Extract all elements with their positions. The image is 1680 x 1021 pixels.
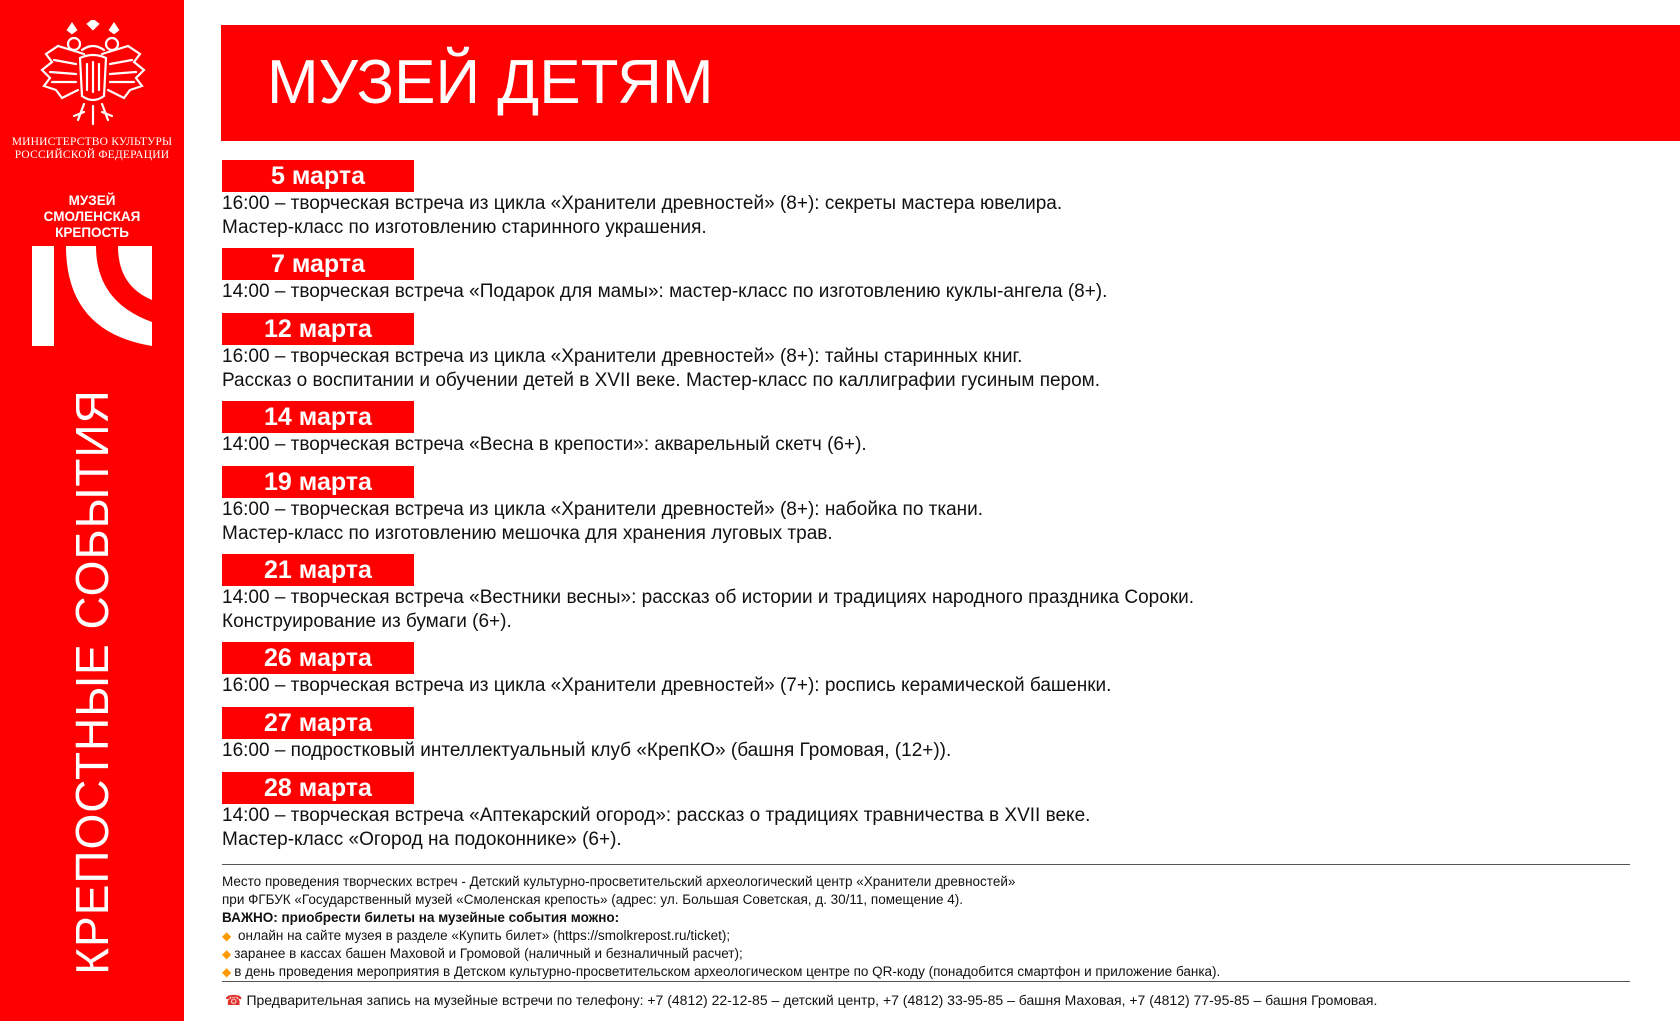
event-date: 14 марта — [222, 401, 414, 433]
museum-k-logo-icon — [32, 246, 152, 346]
ministry-line-1: МИНИСТЕРСТВО КУЛЬТУРЫ — [11, 136, 173, 148]
event-description: Конструирование из бумаги (6+). — [222, 611, 512, 632]
venue-line-1: Место проведения творческих встреч - Детский культурно-просветительский археологический центр «Хранители древностей» — [222, 874, 1016, 889]
event-description: 14:00 – творческая встреча «Весна в крепости»: акварельный скетч (6+). — [222, 434, 867, 455]
event-description: 16:00 – творческая встреча из цикла «Хранители древностей» (8+): набойка по ткани. — [222, 499, 984, 520]
event-date: 21 марта — [222, 554, 414, 586]
vertical-title: КРЕПОСТНЫЕ СОБЫТИЯ — [66, 389, 118, 975]
diamond-bullet-icon: ◆ — [222, 947, 232, 961]
museum-name-line-3: КРЕПОСТЬ — [55, 225, 129, 240]
event-description: 14:00 – творческая встреча «Аптекарский огород»: рассказ о традициях травничества в XVII веке. — [222, 805, 1091, 826]
venue-line-2: при ФГБУК «Государственный музей «Смоленская крепость» (адрес: ул. Большая Советская, д. 30/11, помещение 4). — [222, 892, 964, 907]
event-description: Мастер-класс «Огород на подоконнике» (6+). — [222, 829, 622, 850]
event-item — [222, 313, 1632, 401]
museum-name — [0, 193, 184, 241]
event-date: 28 марта — [222, 772, 414, 804]
phone-booking — [225, 990, 1377, 1010]
event-date: 7 марта — [222, 248, 414, 280]
venue-info — [222, 873, 1220, 981]
event-item — [222, 554, 1632, 642]
diamond-bullet-icon: ◆ — [222, 965, 232, 979]
double-headed-eagle-icon — [38, 20, 148, 128]
event-date: 5 марта — [222, 160, 414, 192]
museum-name-line-2: СМОЛЕНСКАЯ — [43, 209, 141, 224]
page-title: МУЗЕЙ ДЕТЯМ — [267, 48, 714, 117]
event-description: Рассказ о воспитании и обучении детей в XVII веке. Мастер-класс по каллиграфии гусиным пером. — [222, 370, 1101, 391]
event-date: 19 марта — [222, 466, 414, 498]
header-banner — [221, 25, 1680, 141]
event-description: 16:00 – творческая встреча из цикла «Хранители древностей» (8+): секреты мастера ювелира. — [222, 193, 1063, 214]
ministry-caption — [0, 136, 184, 162]
ticket-option: ◆ онлайн на сайте музея в разделе «Купить билет» (https://smolkrepost.ru/ticket); — [222, 928, 731, 943]
event-item — [222, 642, 1632, 707]
events-list — [222, 160, 1632, 860]
phone-booking-text: Предварительная запись на музейные встречи по телефону: +7 (4812) 22-12-85 – детский центр, +7 (4812) 33-95-85 – башня Маховая, +7 (4812) 77-95-85 – башня Громовая. — [246, 992, 1378, 1008]
event-date: 27 марта — [222, 707, 414, 739]
event-description: 16:00 – подростковый интеллектуальный клуб «КрепКО» (башня Громовая, (12+)). — [222, 740, 952, 761]
event-date: 12 марта — [222, 313, 414, 345]
telephone-icon: ☎ — [225, 992, 243, 1008]
diamond-bullet-icon: ◆ — [222, 929, 232, 943]
event-description: Мастер-класс по изготовлению старинного украшения. — [222, 217, 707, 238]
event-description: Мастер-класс по изготовлению мешочка для хранения луговых трав. — [222, 523, 833, 544]
divider — [222, 864, 1630, 865]
ticket-option: ◆ заранее в кассах башен Маховой и Громовой (наличный и безналичный расчет); — [222, 946, 743, 961]
event-description: 14:00 – творческая встреча «Подарок для мамы»: мастер-класс по изготовлению куклы-ангела (8+). — [222, 281, 1108, 302]
event-description: 16:00 – творческая встреча из цикла «Хранители древностей» (7+): роспись керамической башенки. — [222, 675, 1112, 696]
event-item — [222, 401, 1632, 466]
event-date: 26 марта — [222, 642, 414, 674]
event-description: 16:00 – творческая встреча из цикла «Хранители древностей» (8+): тайны старинных книг. — [222, 346, 1023, 367]
sidebar — [0, 0, 184, 1021]
event-item — [222, 466, 1632, 554]
ticket-option: ◆ в день проведения мероприятия в Детском культурно-просветительском археологическом центре по QR-коду (понадобится смартфон и приложение банка). — [222, 964, 1221, 979]
museum-name-line-1: МУЗЕЙ — [68, 193, 116, 208]
important-notice: ВАЖНО: приобрести билеты на музейные события можно: — [222, 910, 620, 925]
event-item — [222, 772, 1632, 860]
event-description: 14:00 – творческая встреча «Вестники весны»: рассказ об истории и традициях народного праздника Сороки. — [222, 587, 1195, 608]
ministry-line-2: РОССИЙСКОЙ ФЕДЕРАЦИИ — [14, 149, 170, 161]
event-item — [222, 160, 1632, 248]
event-item — [222, 707, 1632, 772]
divider — [222, 981, 1630, 982]
event-item — [222, 248, 1632, 313]
